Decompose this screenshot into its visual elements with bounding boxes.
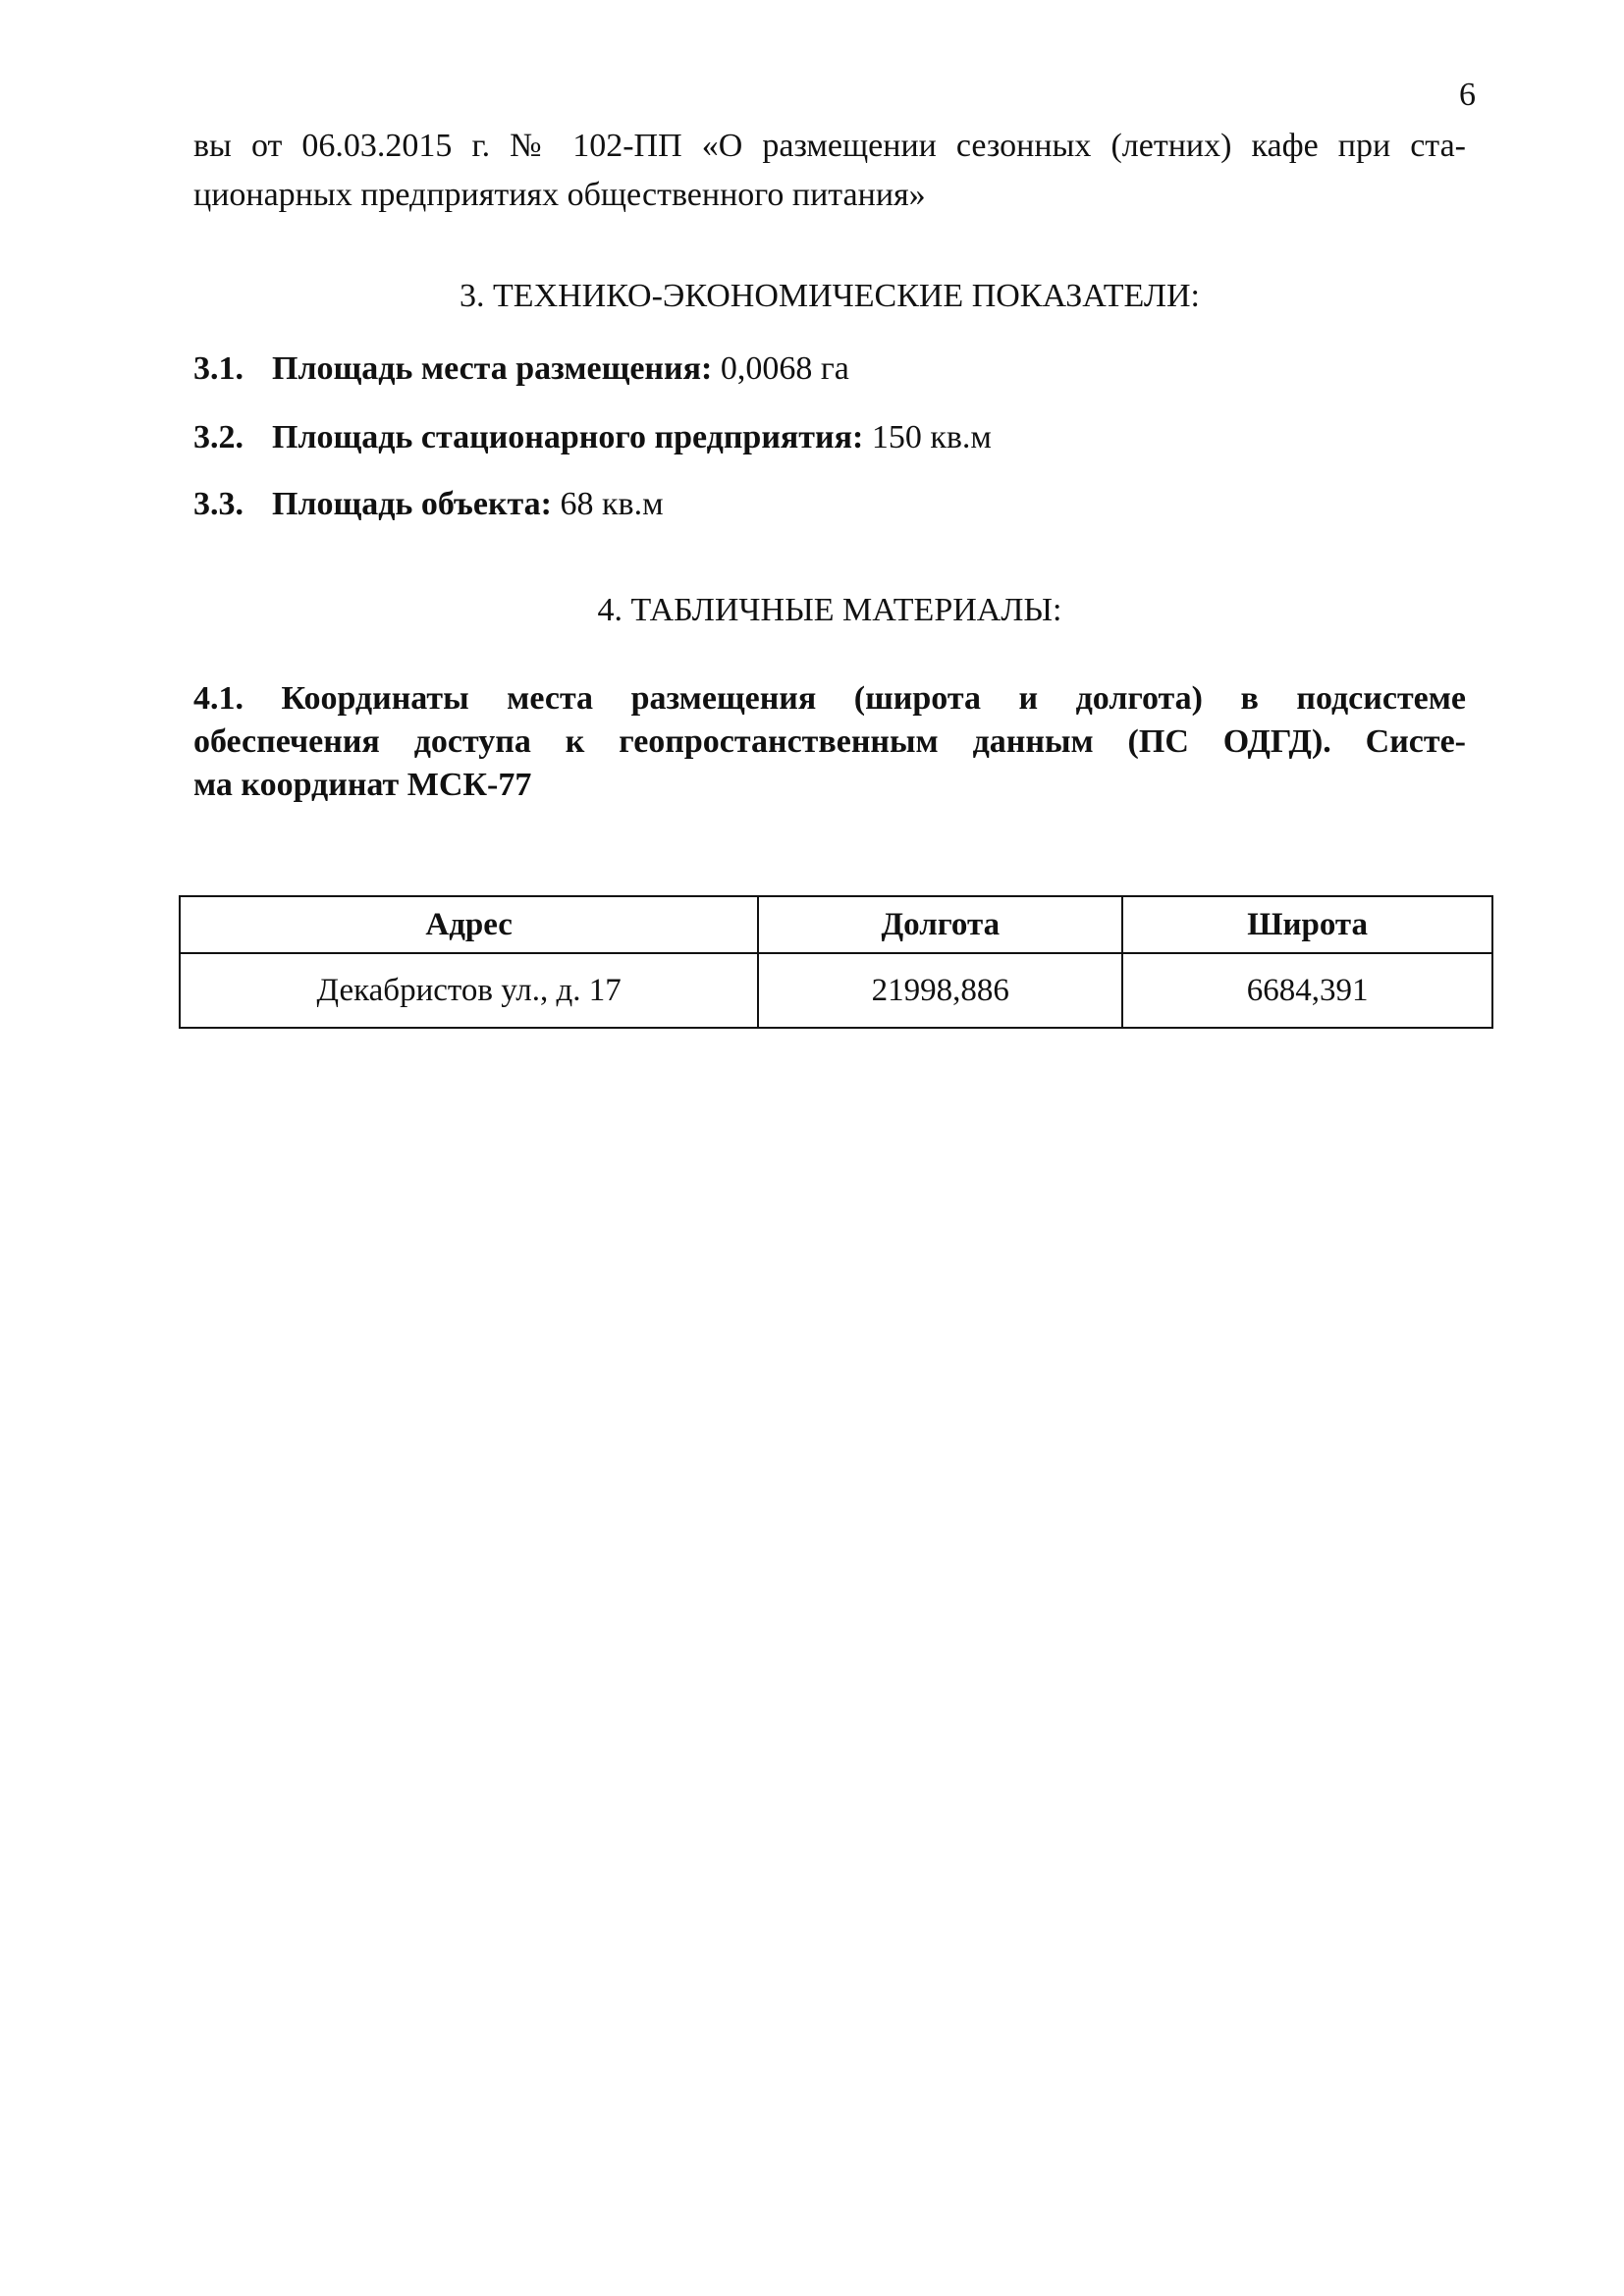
indicator-3-1 (193, 347, 849, 391)
intro-line-1: вы от 06.03.2015 г. № 102-ПП «О размещении сезонных (летних) кафе при ста- (193, 128, 1466, 164)
section-3-heading: 3. ТЕХНИКО-ЭКОНОМИЧЕСКИЕ ПОКАЗАТЕЛИ: (460, 278, 1200, 314)
intro-line-2: ционарных предприятиях общественного питания» (193, 177, 926, 213)
indicator-number: 3.3. (193, 486, 244, 522)
page-number: 6 (1459, 77, 1476, 113)
indicator-3-3 (193, 483, 664, 526)
indicator-number: 3.2. (193, 419, 244, 455)
paragraph-4-1-line-2: обеспечения доступа к геопростанственным данным (ПС ОДГД). Систе- (193, 723, 1466, 760)
indicator-label: Площадь места размещения: (272, 350, 713, 387)
paragraph-4-1-line-3: ма координат МСК-77 (193, 767, 532, 803)
cell-address: Декабристов ул., д. 17 (180, 953, 758, 1028)
coordinates-table (179, 895, 1493, 1029)
table-header-row (180, 896, 1492, 953)
header-longitude: Долгота (758, 896, 1122, 953)
paragraph-4-1-line-1: 4.1. Координаты места размещения (широта и долгота) в подсистеме (193, 680, 1466, 717)
section-4-heading: 4. ТАБЛИЧНЫЕ МАТЕРИАЛЫ: (597, 592, 1062, 628)
indicator-value: 68 кв.м (560, 486, 664, 522)
indicator-value: 150 кв.м (871, 419, 992, 455)
header-address: Адрес (180, 896, 758, 953)
indicator-value: 0,0068 га (720, 350, 849, 387)
cell-latitude: 6684,391 (1122, 953, 1492, 1028)
header-latitude: Широта (1122, 896, 1492, 953)
intro-paragraph (193, 122, 1466, 220)
indicator-label: Площадь стационарного предприятия: (272, 419, 864, 455)
indicator-label: Площадь объекта: (272, 486, 552, 522)
indicator-3-2 (193, 416, 992, 459)
table-row (180, 953, 1492, 1028)
indicator-number: 3.1. (193, 350, 244, 387)
paragraph-4-1 (193, 677, 1466, 807)
cell-longitude: 21998,886 (758, 953, 1122, 1028)
